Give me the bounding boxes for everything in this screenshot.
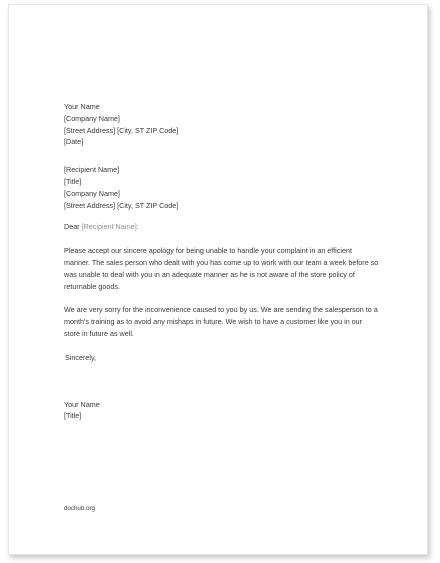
closing: Sincerely, bbox=[65, 352, 97, 362]
recipient-name: [Recipient Name] bbox=[64, 165, 120, 175]
recipient-block bbox=[64, 164, 379, 211]
recipient-company: [Company Name] bbox=[64, 188, 120, 198]
salutation-word: Dear bbox=[64, 222, 80, 232]
salutation-recipient: [Recipient Name]: bbox=[81, 222, 139, 232]
signature-block bbox=[64, 399, 379, 423]
salutation bbox=[64, 221, 379, 233]
letter-date: [Date] bbox=[64, 137, 84, 147]
sender-address: [Street Address] [City, ST ZIP Code] bbox=[64, 125, 179, 135]
letter-content bbox=[64, 101, 379, 422]
document-page bbox=[8, 4, 428, 555]
signature-title: [Title] bbox=[64, 411, 82, 421]
signature-name: Your Name bbox=[64, 399, 100, 409]
sender-name: Your Name bbox=[64, 102, 100, 111]
sender-company: [Company Name] bbox=[64, 113, 120, 123]
body-paragraph-1: Please accept our sincere apology for being unable to handle your complaint in an efficient manner. The sales person who dealt with you has come up to work with our team a week before so was unable to deal with you in an adequate manner as he is not aware of the store policy of returnable goods. bbox=[64, 246, 379, 291]
sender-block bbox=[64, 101, 379, 148]
footer-source: dochub.org bbox=[64, 505, 95, 512]
recipient-address: [Street Address] [City, ST ZIP Code] bbox=[64, 200, 179, 210]
body-paragraph-2: We are very sorry for the inconvenience caused to you by us. We are sending the salesperson to a month's training as to avoid any mishaps in future. We wish to have a customer like you in our store in future as well. bbox=[64, 305, 378, 338]
recipient-title: [Title] bbox=[64, 176, 82, 186]
